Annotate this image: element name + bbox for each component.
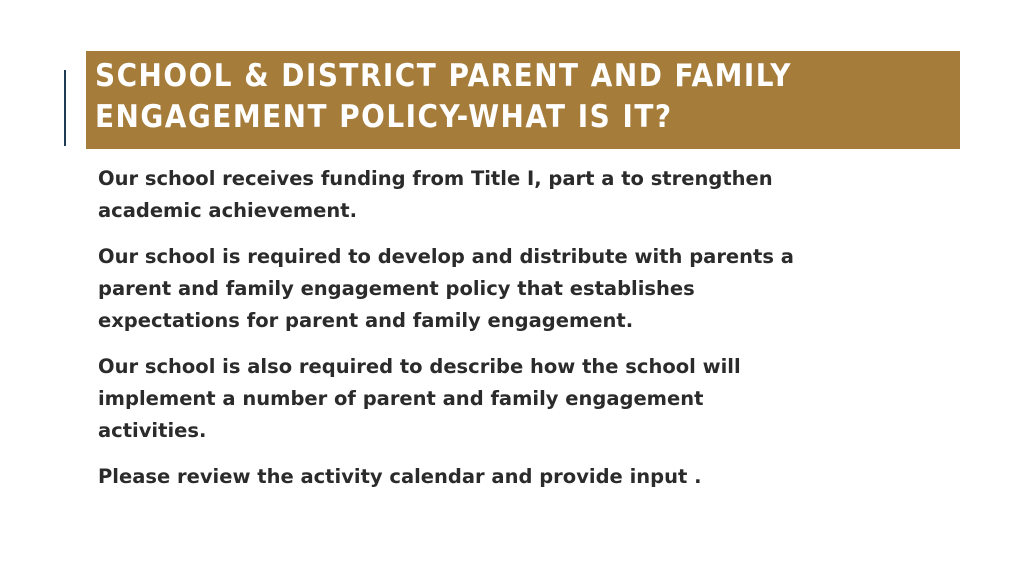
accent-line: [64, 70, 66, 146]
slide-title: SCHOOL & DISTRICT PARENT AND FAMILY ENGAGEMENT POLICY-WHAT IS IT?: [95, 58, 792, 135]
title-bar: [86, 51, 960, 149]
slide-body: [98, 163, 898, 507]
paragraph-review-calendar: Please review the activity calendar and provide input .: [98, 465, 702, 488]
paragraph-funding: Our school receives funding from Title I, part a to strengthen academic achievement.: [98, 167, 773, 222]
paragraph-policy-requirement: Our school is required to develop and distribute with parents a parent and family engagement policy that establishes expectations for parent and family engagement.: [98, 245, 794, 332]
paragraph-activities-requirement: Our school is also required to describe how the school will implement a number of parent and family engagement activities.: [98, 355, 741, 442]
